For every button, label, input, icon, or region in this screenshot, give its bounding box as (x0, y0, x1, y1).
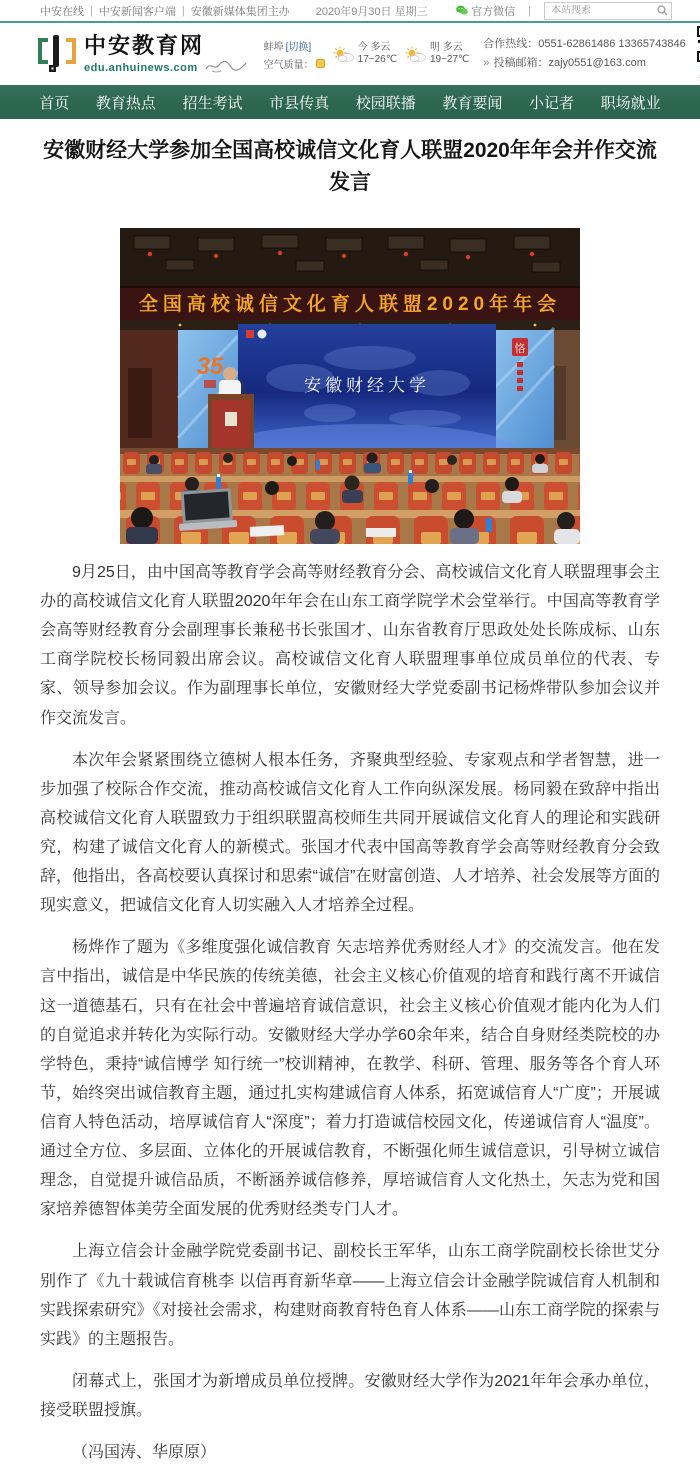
topbar (0, 0, 700, 23)
hotline-numbers: 0551-62861486 13365743846 (538, 38, 686, 51)
site-search (544, 2, 672, 20)
chevron-decor: » (483, 57, 490, 69)
topbar-link-zhongan-online[interactable]: 中安在线 (40, 5, 84, 18)
nav-item-admissions-exams[interactable]: 招生考试 (182, 94, 243, 112)
contact-info (483, 35, 685, 72)
site-logo-icon (36, 34, 78, 74)
paragraph: 上海立信会计金融学院党委副书记、副校长王军华，山东工商学院副校长徐世艾分别作了《九十载诚信育桃李 以信再育新华章——上海立信会计金融学院诚信育人机制和实践探索研究》《对接社会需求，构建财商教育特色育人体系——山东工商学院的探索与实践》的主题报告。 (40, 1243, 660, 1348)
conference-photo-illustration (120, 228, 580, 544)
article-photo (120, 228, 580, 544)
weather-tomorrow-temp: 19~27℃ (429, 54, 470, 65)
separator: | (181, 4, 185, 17)
sun-cloud-icon (333, 46, 355, 63)
current-date: 2020年9月30日 星期三 (315, 5, 428, 18)
paragraph: 闭幕式上，张国才为新增成员单位授牌。安徽财经大学作为2021年年会承办单位，接受联盟授旗。 (40, 1372, 660, 1419)
topbar-link-media-group[interactable]: 安徽新媒体集团主办 (190, 5, 290, 18)
wechat-icon (456, 5, 468, 16)
site-logo[interactable] (36, 34, 248, 74)
site-name: 中安教育网 (84, 32, 205, 59)
founder-signature-scribble (204, 58, 248, 74)
paragraph: 本次年会紧紧围绕立德树人根本任务，齐聚典型经验、专家观点和学者智慧，进一步加强了校际合作交流，推动高校诚信文化育人工作向纵深发展。杨同毅在致辞中指出高校诚信文化育人联盟致力于组织联盟高校师生共同开展诚信文化育人的理论和实践研究，构建了诚信文化育人的新模式。张国才代表中国高等教育学会高等财经教育分会致辞，他指出，各高校要认真探讨和思索“诚信”在财富创造、人才培养、社会发展等方面的现实意义，把诚信文化育人切实融入人才培养全过程。 (40, 751, 660, 915)
nav-item-campus-broadcast[interactable]: 校园联播 (355, 94, 416, 112)
official-wechat-label: 官方微信 (471, 5, 516, 18)
weather-today-label: 今 多云 (357, 41, 391, 53)
weather-city: 蚌埠 (263, 41, 284, 53)
sun-cloud-icon (405, 46, 427, 63)
nav-item-careers[interactable]: 职场就业 (600, 94, 661, 112)
nav-item-county-news[interactable]: 市县传真 (269, 94, 330, 112)
separator: | (528, 4, 531, 17)
nav-item-edu-hotspots[interactable]: 教育热点 (95, 94, 156, 112)
banner-text: 全国高校诚信文化育人联盟2020年年会 (138, 294, 562, 315)
weather-today-temp: 17~26℃ (357, 54, 397, 65)
nav-item-home[interactable]: 首页 (39, 94, 70, 112)
article-body (0, 558, 700, 1467)
nav-item-edu-news[interactable]: 教育要闻 (442, 94, 503, 112)
screen-text: 安徽财经大学 (304, 376, 430, 395)
email-label: 投稿邮箱： (493, 57, 549, 69)
anniversary-35-logo: 35 (196, 353, 224, 380)
qr-block (696, 25, 700, 82)
search-icon[interactable] (657, 5, 668, 16)
separator: | (90, 4, 93, 17)
weather-switch-link[interactable]: [切换] (285, 41, 312, 53)
site-header (0, 23, 700, 85)
weather-widget (264, 38, 470, 71)
topbar-link-news-app[interactable]: 中安新闻客户端 (98, 5, 176, 18)
email-address: zajy0551@163.com (548, 57, 646, 69)
nav-item-junior-reporter[interactable]: 小记者 (529, 94, 575, 112)
site-domain: edu.anhuinews.com (84, 62, 198, 75)
paragraph: 杨烨作了题为《多维度强化诚信教育 矢志培养优秀财经人才》的交流发言。他在发言中指出，诚信是中华民族的传统美德，社会主义核心价值观的培育和践行离不开诚信这一道德基石，只有在社会中普遍培育诚信意识，社会主义核心价值观才能内化为人们的自觉追求并转化为实际行动。安徽财经大学办学60余年来，结合自身财经类院校的办学特色，秉持“诚信博学 知行统一”校训精神，在教学、科研、管理、服务等各个育人环节，始终突出诚信教育主题，通过扎实构建诚信育人体系，拓宽诚信育人“广度”；开展诚信育人特色活动，培厚诚信育人“深度”；着力打造诚信校园文化，传递诚信育人“温度”。通过全方位、多层面、立体化的开展诚信教育，不断强化师生诚信意识，引导树立诚信理念，自觉提升诚信品质，不断涵养诚信修养，厚培诚信育人文化热土，矢志为党和国家培养德智体美劳全面发展的优秀财经类专门人才。 (40, 939, 660, 1219)
air-quality-icon (316, 59, 325, 68)
air-quality-label: 空气质量： (263, 59, 314, 71)
article-title: 安徽财经大学参加全国高校诚信文化育人联盟2020年年会并作交流发言 (43, 139, 657, 194)
qr-code (696, 25, 700, 63)
official-wechat-link[interactable] (456, 3, 515, 19)
weather-tomorrow (405, 42, 469, 67)
weather-tomorrow-label: 明 多云 (429, 41, 463, 53)
weather-today (333, 42, 397, 67)
search-input[interactable] (551, 5, 657, 16)
side-emblem-character: 恪 (514, 343, 526, 355)
paragraph-byline: （冯国涛、华原原） (72, 1444, 217, 1462)
paragraph: 9月25日，由中国高等教育学会高等财经教育分会、高校诚信文化育人联盟理事会主办的高校诚信文化育人联盟2020年年会在山东工商学院学术会堂举行。中国高等教育学会高等财经教育分会副理事长兼秘书长张国才、山东省教育厅思政处处长陈成标、山东工商学院校长杨同毅出席会议。高校诚信文化育人联盟理事单位成员单位的代表、专家、领导参加会议。作为副理事长单位，安徽财经大学党委副书记杨烨带队参加会议并作交流发言。 (40, 564, 660, 727)
main-nav (0, 85, 700, 119)
hotline-label: 合作热线： (483, 38, 539, 51)
